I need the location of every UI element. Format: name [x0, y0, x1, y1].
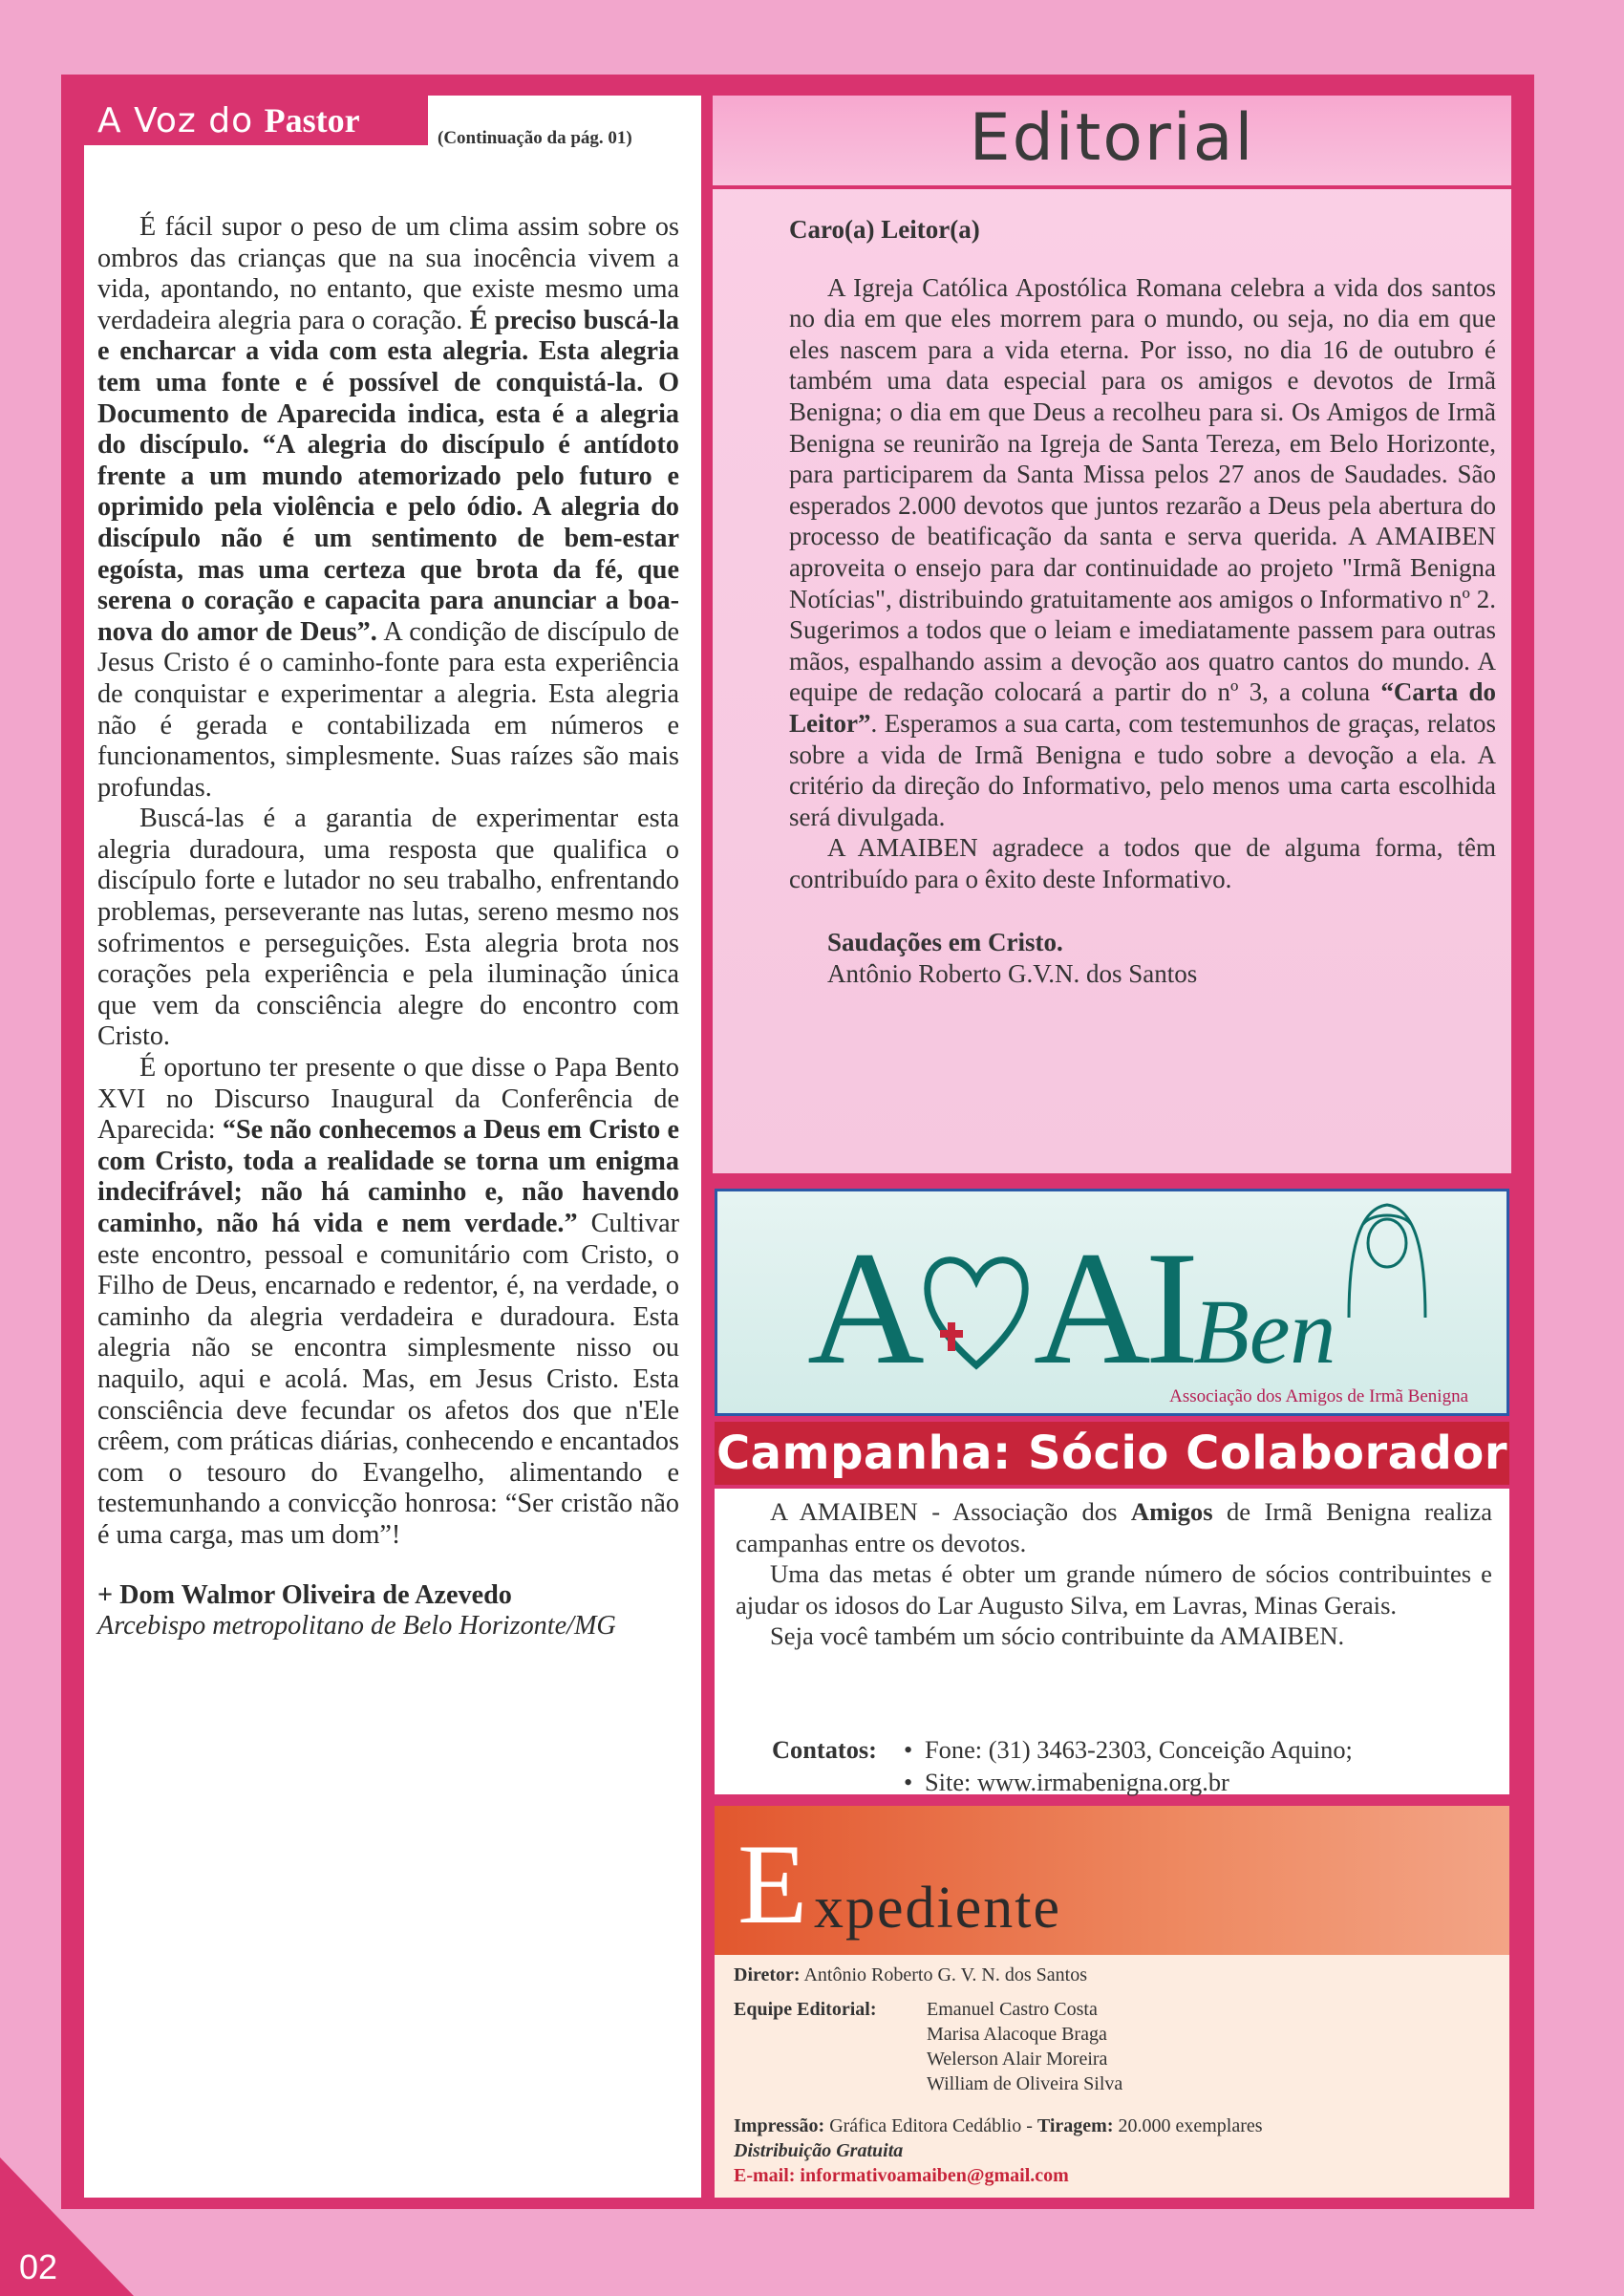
campaign-p1-b: Amigos	[1130, 1497, 1213, 1526]
logo-letters-ai: AI	[1033, 1218, 1194, 1398]
editorial-p1-a: A Igreja Católica Apostólica Romana celebra a vida dos santos no dia em que eles morrem para o mundo, ou seja, no dia em que eles nascem para a vida eterna. Por isso, no dia 16 de outubro é também uma data especial para os amigos e devotos de Irmã Benigna; o dia em que Deus a recolheu para si. Os Amigos de Irmã Benigna se reunirão na Igreja de Santa Tereza, em Belo Horizonte, para participarem da Santa Missa pelos 27 anos de Saudades. São esperados 2.000 devotos que juntos rezarão a Deus pela abertura do processo de beatificação da santa e serva querida. A AMAIBEN aproveita o ensejo para dar continuidade ao projeto "Irmã Benigna Notícias", distribuindo gratuitamente aos amigos o Informativo nº 2. Sugerimos a todos que o leiam e imediatamente passem para outras mãos, espalhando assim a devoção aos quatro cantos do mundo. A equipe de redação colocará a partir do nº 3, a coluna	[789, 272, 1496, 707]
team-list	[927, 1997, 1122, 2096]
page-number: 02	[19, 2247, 58, 2286]
campaign-title: Campanha: Sócio Colaborador	[715, 1422, 1509, 1485]
pastor-header	[84, 96, 428, 145]
nun-portrait-icon	[1325, 1195, 1449, 1320]
pastor-p3-c: Cultivar este encontro, pessoal e comunitário com Cristo, o Filho de Deus, encarnado e redentor, é, na verdade, o caminho da alegria verdadeira e duradoura. Esta alegria não se encontra simplesmente nisso ou naquilo, aqui e acolá. Mas, em Jesus Cristo. Esta consciência deve fecundar os afetos dos que n'Ele crêem, com práticas diárias, conhecendo e encantados com o tesouro do Evangelho, alimentando e testemunhando a convicção honrosa: “Ser cristão não é uma carga, mas um dom”!	[97, 1209, 679, 1550]
amaiben-logo-box	[715, 1189, 1509, 1416]
expediente-initial: E	[737, 1820, 808, 1947]
pastor-header-a: A Voz do	[97, 101, 254, 140]
contact-site[interactable]: Site: www.irmabenigna.org.br	[925, 1768, 1229, 1796]
editorial-header	[713, 96, 1511, 189]
team-label: Equipe Editorial:	[734, 1999, 877, 2020]
editorial-closing: Saudações em Cristo.	[827, 928, 1063, 957]
director-line	[734, 1963, 1498, 1987]
editorial-salute: Caro(a) Leitor(a)	[789, 215, 980, 244]
contact-row-site	[772, 1766, 1353, 1798]
director-name: Antônio Roberto G. V. N. dos Santos	[800, 1964, 1087, 1985]
print-value: Gráfica Editora Cedáblio -	[824, 2115, 1037, 2136]
editorial-paragraph-1	[789, 272, 1496, 833]
pastor-p1-c: A condição de discípulo de Jesus Cristo é o caminho-fonte para esta experiência de conquistar e experimentar a alegria. Esta alegria não é gerada e contabilizada em números e funcionamentos, simplesmente. Suas raízes são mais profundas.	[97, 616, 679, 803]
campaign-paragraph-1	[736, 1496, 1492, 1558]
campaign-paragraph-3: Seja você também um sócio contribuinte da AMAIBEN.	[770, 1621, 1345, 1651]
print-line	[734, 2114, 1498, 2138]
campaign-p1-a: A AMAIBEN - Associação dos	[770, 1497, 1131, 1526]
editorial-p1-c: . Esperamos a sua carta, com testemunhos de graças, relatos sobre a vida de Irmã Benigna e tudo sobre a devoção a ela. A critério da direção do Informativo, pelo menos uma carta escolhida será divulgada.	[789, 708, 1496, 831]
bullet-icon: •	[904, 1768, 913, 1796]
amaiben-logo	[807, 1218, 1336, 1408]
pastor-paragraph-1	[97, 212, 679, 804]
logo-letter-a: A	[807, 1218, 919, 1398]
contact-phone: Fone: (31) 3463-2303, Conceição Aquino;	[925, 1735, 1353, 1764]
heart-cross-icon	[919, 1246, 1034, 1370]
run-value: 20.000 exemplares	[1113, 2115, 1263, 2136]
campaign-p1-c: de Irmã Benigna realiza campanhas entre os devotos.	[736, 1497, 1493, 1557]
team-member: Emanuel Castro Costa	[927, 1999, 1098, 2020]
expediente-title: xpediente	[814, 1876, 1062, 1941]
pastor-paragraph-2: Buscá-las é a garantia de experimentar esta alegria duradoura, uma resposta que qualifica o discípulo forte e lutador no seu trabalho, enfrentando problemas, perseverante nas lutas, sereno mesmo nos sofrimentos e perseguições. Esta alegria brota nos corações pela experiência e pela iluminação única que vem da consciência alegre do encontro com Cristo.	[97, 804, 679, 1052]
contacts	[772, 1733, 1353, 1798]
email-link[interactable]: E-mail: informativoamaiben@gmail.com	[734, 2165, 1069, 2186]
logo-script-ben: Ben	[1193, 1280, 1336, 1383]
team-member: William de Oliveira Silva	[927, 2073, 1123, 2094]
contact-row-phone	[772, 1733, 1353, 1766]
continuation-note: (Continuação da pág. 01)	[438, 128, 632, 148]
pastor-paragraph-3	[97, 1053, 679, 1552]
run-label: Tiragem:	[1036, 2115, 1114, 2136]
team-member: Welerson Alair Moreira	[927, 2049, 1108, 2070]
campaign-paragraph-2: Uma das metas é obter um grande número de sócios contribuintes e ajudar os idosos do Lar Augusto Silva, em Lavras, Minas Gerais.	[736, 1559, 1492, 1620]
print-label: Impressão:	[734, 2115, 825, 2136]
author-role: Arcebispo metropolitano de Belo Horizonte/MG	[97, 1611, 616, 1642]
team-member: Marisa Alacoque Braga	[927, 2024, 1107, 2045]
editorial-p1-b: “Carta do Leitor”	[789, 677, 1496, 738]
editorial-article	[789, 214, 1496, 990]
pastor-p1-a: É fácil supor o peso de um clima assim sobre os ombros das crianças que na sua inocência vivem a vida, apontando, no entanto, que existe mesmo uma verdadeira alegria para o coração.	[97, 212, 679, 335]
distribution-note: Distribuição Gratuita	[734, 2140, 904, 2161]
editorial-paragraph-2: A AMAIBEN agradece a todos que de alguma forma, têm contribuído para o êxito deste Informativo.	[789, 833, 1496, 893]
logo-subtitle: Associação dos Amigos de Irmã Benigna	[1169, 1386, 1468, 1406]
director-label: Diretor:	[734, 1964, 801, 1985]
pastor-header-b: Pastor	[264, 101, 360, 139]
team-section	[734, 1997, 1498, 2096]
editorial-author: Antônio Roberto G.V.N. dos Santos	[827, 959, 1198, 989]
author-name: + Dom Walmor Oliveira de Azevedo	[97, 1579, 512, 1610]
contacts-label: Contatos:	[772, 1735, 877, 1764]
campaign-text	[736, 1496, 1492, 1652]
pastor-p3-a: É oportuno ter presente o que disse o Papa Bento XVI no Discurso Inaugural da Conferência de Aparecida:	[97, 1053, 679, 1146]
pastor-p3-b: “Se não conhecemos a Deus em Cristo e com Cristo, toda a realidade se torna um enigma indecifrável; não há caminho e, não havendo caminho, não há vida e nem verdade.”	[97, 1115, 680, 1238]
bullet-icon: •	[904, 1735, 913, 1764]
expediente-details	[734, 1963, 1498, 2188]
pastor-p1-b: É preciso buscá-la e encharcar a vida com esta alegria. Esta alegria tem uma fonte e é possível de conquistá-la. O Documento de Aparecida indica, esta é a alegria do discípulo. “A alegria do discípulo é antídoto frente a um mundo atemorizado pelo futuro e oprimido pela violência e pelo ódio. A alegria do discípulo não é um sentimento de bem-estar egoísta, mas uma certeza que brota da fé, que serena o coração e capacita para anunciar a boa-nova do amor de Deus”.	[97, 305, 680, 647]
pastor-article	[97, 212, 679, 1642]
editorial-title: Editorial	[969, 100, 1255, 176]
